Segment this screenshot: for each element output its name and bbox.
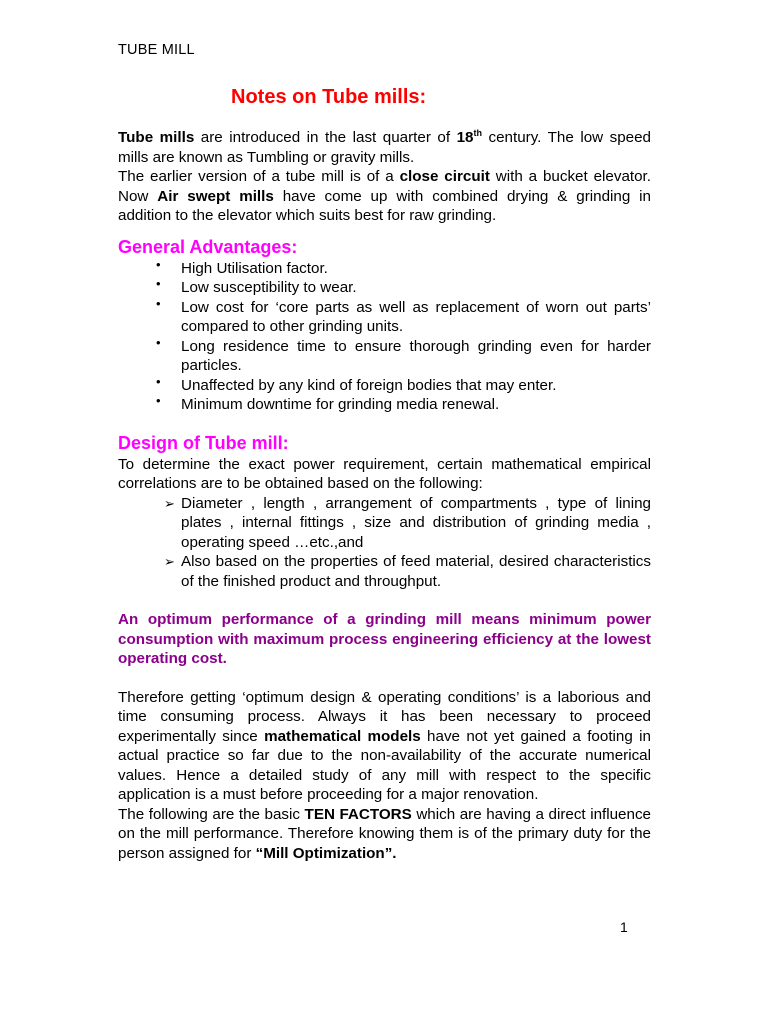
term-ten-factors: TEN FACTORS xyxy=(304,805,412,823)
running-header: TUBE MILL xyxy=(118,42,195,58)
arrow-bullet-icon: ➢ xyxy=(164,554,175,569)
emphasis-statement: An optimum performance of a grinding mill means minimum power consumption with maximum process engineering efficiency at the lowest operating cost. xyxy=(118,611,651,667)
closing-paragraph-2: The following are the basic TEN FACTORS which are having a direct influence on the mill performance. Therefore knowing them is of the primary duty for the person assigned for “Mill Optimization”. xyxy=(118,805,651,862)
term-mill-optimization: “Mill Optimization”. xyxy=(255,844,397,862)
bullet-icon: • xyxy=(156,373,161,389)
term-mathematical-models: mathematical models xyxy=(264,727,421,745)
bullet-icon: • xyxy=(156,295,161,311)
bullet-icon: • xyxy=(156,276,161,291)
list-item: • High Utilisation factor. xyxy=(156,256,328,277)
design-intro: To determine the exact power requirement, certain mathematical empirical correlations are to be obtained based on the following: xyxy=(118,455,651,492)
document-body xyxy=(118,128,651,863)
bullet-icon: • xyxy=(156,256,161,272)
list-item: • Unaffected by any kind of foreign bodies that may enter. xyxy=(156,373,557,394)
intro-paragraph-1: Tube mills are introduced in the last quarter of 18th century. The low speed mills are known as Tumbling or gravity mills. xyxy=(118,128,651,166)
intro-paragraph-2: The earlier version of a tube mill is of a close circuit with a bucket elevator. Now Air swept mills have come up with combined drying & grinding in addition to the elevator which suits best for raw grinding. xyxy=(118,168,651,224)
arrow-bullet-icon: ➢ xyxy=(164,495,175,511)
century-number: 18 xyxy=(456,129,474,146)
list-item: • Minimum downtime for grinding media renewal. xyxy=(156,393,500,413)
page-title: Notes on Tube mills: xyxy=(231,86,427,108)
term-air-swept-mills: Air swept mills xyxy=(157,187,274,205)
advantages-heading: General Advantages: xyxy=(118,236,298,257)
bullet-icon: • xyxy=(156,334,161,350)
list-item: ➢ Diameter , length , arrangement of compartments , type of lining plates , internal fittings , size and distribution of grinding media , operating speed …etc.,and xyxy=(164,494,651,551)
list-item: • Low cost for ‘core parts as well as replacement of worn out parts’ compared to other grinding units. xyxy=(156,295,651,335)
advantages-list xyxy=(118,256,651,415)
list-item: • Long residence time to ensure thorough grinding even for harder particles. xyxy=(156,334,651,374)
list-item: • Low susceptibility to wear. xyxy=(156,276,357,296)
term-tube-mills: Tube mills xyxy=(118,129,195,146)
bullet-icon: • xyxy=(156,393,161,408)
term-close-circuit: close circuit xyxy=(399,168,490,185)
page-number: 1 xyxy=(620,919,628,935)
closing-paragraph-1: Therefore getting ‘optimum design & operating conditions’ is a laborious and time consuming process. Always it has been necessary to proceed experimentally since mathematical models have not yet gained a footing in actual practice so far due to the non-availability of the accurate numerical values. Hence a detailed study of any mill with respect to the specific application is a must before proceeding for a major renovation. xyxy=(118,688,651,803)
list-item: ➢ Also based on the properties of feed material, desired characteristics of the finished product and throughput. xyxy=(164,553,651,590)
design-factors-list xyxy=(118,494,651,592)
design-heading: Design of Tube mill: xyxy=(118,432,289,453)
